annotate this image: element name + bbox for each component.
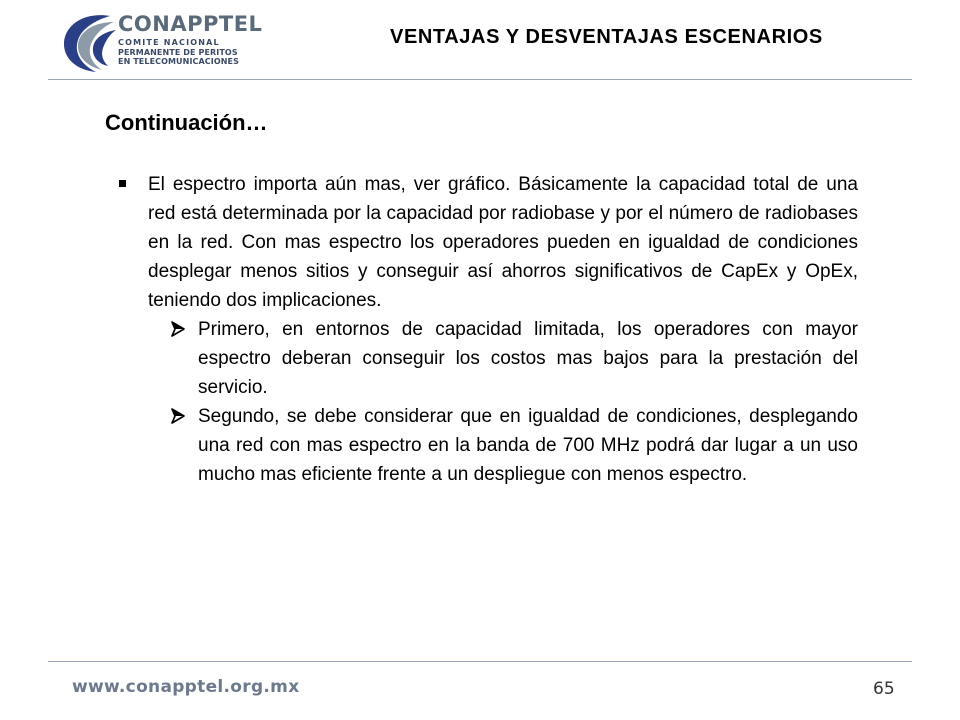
logo-line-2: PERMANENTE DE PERITOS: [118, 47, 238, 57]
footer-divider: [48, 661, 912, 662]
bullet-item: [118, 170, 858, 315]
slide-title: Continuación…: [105, 110, 268, 135]
header-title: VENTAJAS Y DESVENTAJAS ESCENARIOS: [390, 26, 823, 48]
logo-line-3: EN TELECOMUNICACIONES: [118, 57, 239, 66]
slide-body: [118, 170, 858, 489]
arrow-bullet-icon: [170, 408, 186, 424]
conapptel-logo: [58, 8, 263, 76]
logo-swirl-icon: [58, 8, 118, 76]
page-number: 65: [873, 679, 895, 699]
sub-bullet-item: [118, 402, 858, 489]
footer-url[interactable]: www.conapptel.org.mx: [72, 677, 300, 697]
bullet-text: El espectro importa aún mas, ver gráfico. Básicamente la capacidad total de una red está determinada por la capacidad por radiobase y por el número de radiobases en la red. Con mas espectro los operadores pueden en igualdad de condiciones desplegar menos sitios y conseguir así ahorros significativos de CapEx y OpEx, teniendo dos implicaciones.: [148, 174, 858, 311]
sub-bullet-text: Primero, en entornos de capacidad limitada, los operadores con mayor espectro deberan conseguir los costos mas bajos para la prestación del servicio.: [198, 319, 858, 398]
logo-subtitle: [118, 38, 239, 67]
logo-name: CONAPPTEL: [118, 12, 263, 36]
sub-bullet-item: [118, 315, 858, 402]
arrow-bullet-icon: [170, 321, 186, 337]
square-bullet-icon: [119, 180, 126, 187]
header-divider: [48, 79, 912, 80]
logo-line-1: COMITE NACIONAL: [118, 38, 220, 47]
sub-bullet-text: Segundo, se debe considerar que en igualdad de condiciones, desplegando una red con mas espectro en la banda de 700 MHz podrá dar lugar a un uso mucho mas eficiente frente a un despliegue con menos espectro.: [198, 406, 858, 485]
